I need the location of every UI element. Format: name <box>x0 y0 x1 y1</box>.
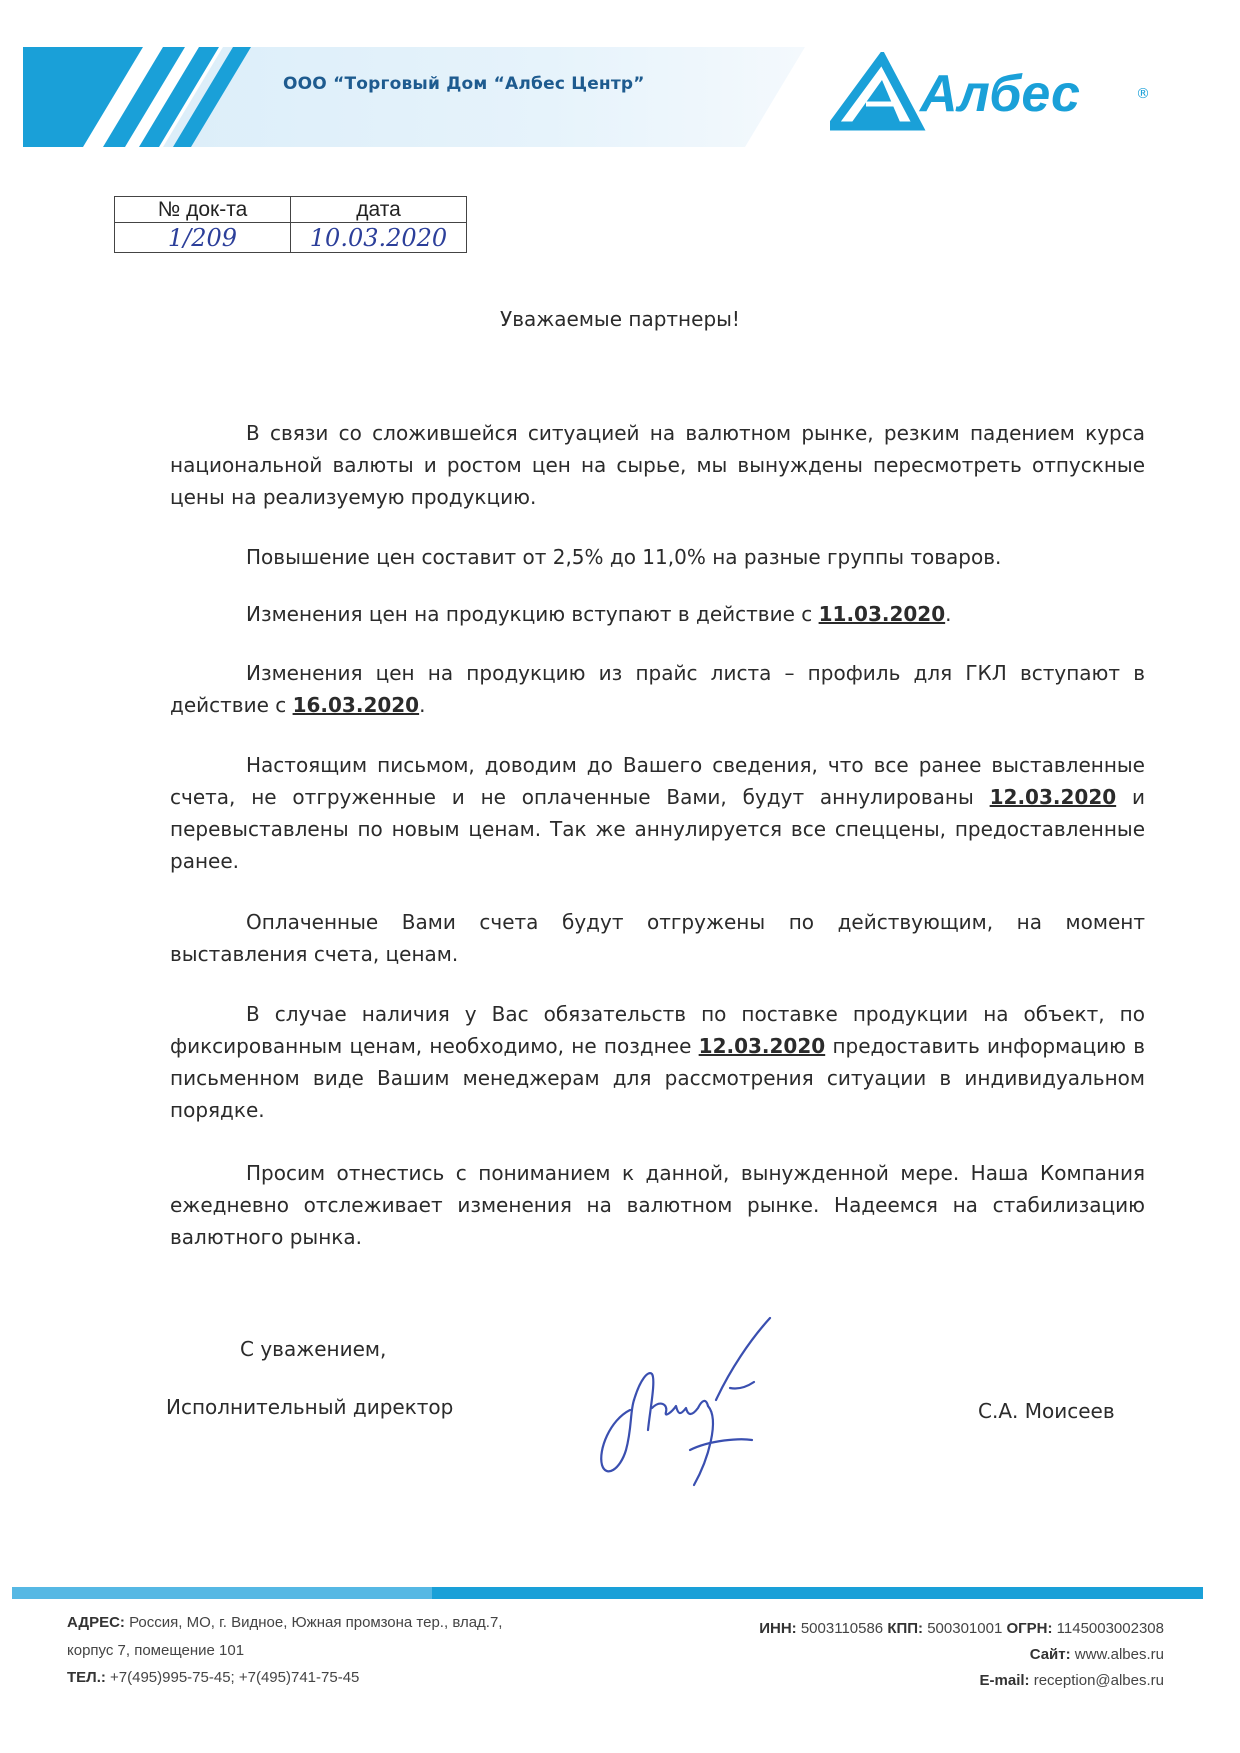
paragraph-text: Оплаченные Вами счета будут отгружены по действующим, на момент выставления счета, ценам. <box>170 910 1145 966</box>
footer-requisites <box>759 1620 1164 1637</box>
email-label: E-mail: <box>979 1672 1030 1689</box>
footer-phone <box>67 1669 359 1686</box>
email-link[interactable]: reception@albes.ru <box>1029 1672 1164 1689</box>
paragraph-text: Изменения цен на продукцию из прайс листа – профиль для ГКЛ вступают в действие с <box>170 661 1145 717</box>
footer-address-line1 <box>67 1614 502 1631</box>
logo-wordmark: Албес <box>920 65 1080 123</box>
effective-date: 11.03.2020 <box>818 602 946 626</box>
site-label: Сайт: <box>1029 1646 1071 1663</box>
doc-number-value: 1/209 <box>115 223 291 253</box>
paragraph-text: Повышение цен составит от 2,5% до 11,0% на разные группы товаров. <box>246 545 1002 569</box>
signer-name: С.А. Моисеев <box>978 1399 1115 1423</box>
doc-number-label: № док-та <box>115 197 291 223</box>
footer-email <box>980 1672 1164 1689</box>
paragraph-fixed-prices <box>170 998 1145 1126</box>
doc-date-label: дата <box>291 197 467 223</box>
signer-position: Исполнительный директор <box>166 1395 454 1419</box>
paragraph-text: . <box>419 693 426 717</box>
footer-website <box>1030 1646 1164 1663</box>
paragraph-invoices-cancelled <box>170 749 1145 877</box>
inn-label: ИНН: <box>759 1620 797 1637</box>
paragraph-effective-date <box>170 598 1145 630</box>
paragraph-price-increase <box>170 541 1145 573</box>
gkl-effective-date: 16.03.2020 <box>292 693 420 717</box>
footer-address-line2: корпус 7, помещение 101 <box>67 1642 245 1659</box>
closing-regards: С уважением, <box>240 1337 387 1361</box>
paragraph-text: В случае наличия у Вас обязательств по поставке продукции на объект, по фиксированным ценам, необходимо, не позднее <box>170 1002 1145 1058</box>
phone-value: +7(495)995-75-45; +7(495)741-75-45 <box>105 1669 360 1686</box>
phone-label: ТЕЛ.: <box>67 1669 106 1686</box>
header-banner <box>23 47 805 147</box>
paragraph-text: В связи со сложившейся ситуацией на валютном рынке, резким падением курса национальной валюты и ростом цен на сырье, мы вынуждены пересмотреть отпускные цены на реализуемую продукцию. <box>170 421 1145 509</box>
paragraph-closing <box>170 1157 1145 1253</box>
paragraph-text: предоставить информацию в письменном виде Вашим менеджерам для рассмотрения ситуации в индивидуальном порядке. <box>170 1034 1145 1122</box>
address-value: Россия, МО, г. Видное, Южная промзона тер., влад.7, <box>124 1614 503 1631</box>
doc-number-date-table <box>114 196 467 253</box>
ogrn-value: 1145003002308 <box>1052 1620 1164 1637</box>
site-link[interactable]: www.albes.ru <box>1070 1646 1164 1663</box>
kpp-label: КПП: <box>887 1620 924 1637</box>
paragraph-text: и перевыставлены по новым ценам. Так же аннулируется все спеццены, предоставленные ранее. <box>170 785 1145 873</box>
paragraph-paid-invoices <box>170 906 1145 970</box>
paragraph-currency <box>170 417 1145 513</box>
paragraph-gkl-profile <box>170 657 1145 721</box>
cancellation-date: 12.03.2020 <box>989 785 1117 809</box>
company-name: ООО “Торговый Дом “Албес Центр” <box>283 74 645 94</box>
paragraph-text: . <box>945 602 952 626</box>
paragraph-text: Изменения цен на продукцию вступают в действие с <box>246 602 819 626</box>
doc-date-value: 10.03.2020 <box>291 223 467 253</box>
paragraph-text: Просим отнестись с пониманием к данной, вынужденной мере. Наша Компания ежедневно отслеживает изменения на валютном рынке. Надеемся на стабилизацию валютного рынка. <box>170 1161 1145 1249</box>
registered-mark: ® <box>1136 86 1150 102</box>
ogrn-label: ОГРН: <box>1006 1620 1053 1637</box>
paragraph-text: Настоящим письмом, доводим до Вашего сведения, что все ранее выставленные счета, не отгруженные и не оплаченные Вами, будут аннулированы <box>170 753 1145 809</box>
kpp-value: 500301001 <box>923 1620 1007 1637</box>
handwritten-signature <box>590 1300 840 1490</box>
greeting: Уважаемые партнеры! <box>500 307 740 331</box>
address-label: АДРЕС: <box>67 1614 125 1631</box>
inn-value: 5003110586 <box>796 1620 888 1637</box>
deadline-date: 12.03.2020 <box>698 1034 826 1058</box>
footer-divider <box>12 1587 1203 1599</box>
